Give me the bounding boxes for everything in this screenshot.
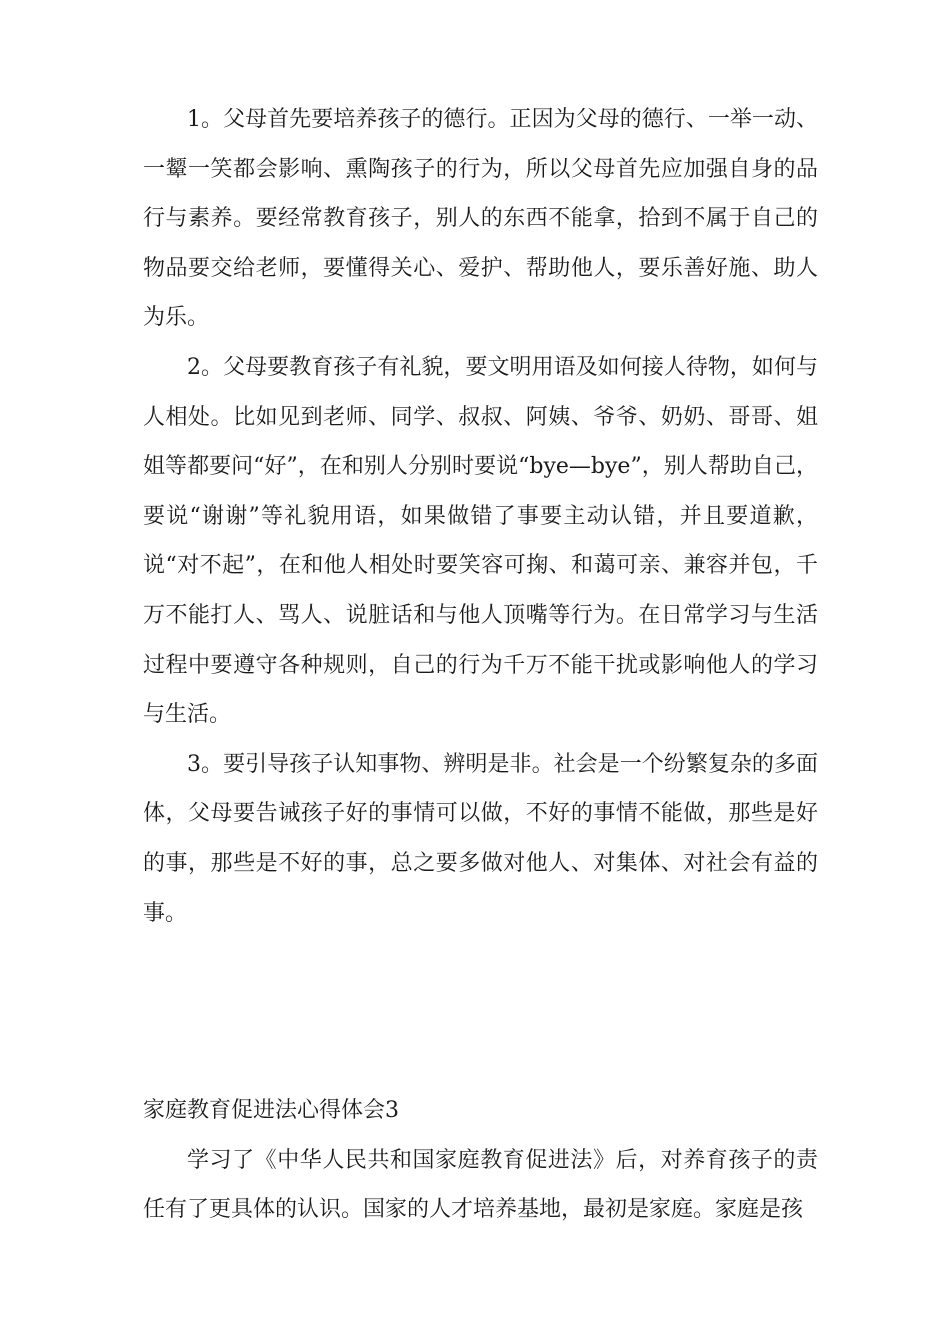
paragraph-1: 1。父母首先要培养孩子的德行。正因为父母的德行、一举一动、一颦一笑都会影响、熏陶孩子的行为，所以父母首先应加强自身的品行与素养。要经常教育孩子，别人的东西不能拿，拾到不属于自己的物品要交给老师，要懂得关心、爱护、帮助他人，要乐善好施、助人为乐。 [143,107,818,331]
section-title: 家庭教育促进法心得体会3 [143,1098,399,1124]
paragraph-3: 3。要引导孩子认知事物、辨明是非。社会是一个纷繁复杂的多面体，父母要告诫孩子好的事情可以做，不好的事情不能做，那些是好的事，那些是不好的事，总之要多做对他人、对集体、对社会有益的事。 [143,751,818,926]
document-body [143,95,818,1235]
paragraph-2: 2。父母要教育孩子有礼貌，要文明用语及如何接人待物，如何与人相处。比如见到老师、同学、叔叔、阿姨、爷爷、奶奶、哥哥、姐姐等都要问“好”，在和别人分别时要说“bye—bye”，别人帮助自己，要说“谢谢”等礼貌用语，如果做错了事要主动认错，并且要道歉，说“对不起”，在和他人相处时要笑容可掬、和蔼可亲、兼容并包，千万不能打人、骂人、说脏话和与他人顶嘴等行为。在日常学习与生活过程中要遵守各种规则，自己的行为千万不能干扰或影响他人的学习与生活。 [143,354,818,728]
section-paragraph-1: 学习了《中华人民共和国家庭教育促进法》后，对养育孩子的责任有了更具体的认识。国家的人才培养基地，最初是家庭。家庭是孩 [143,1147,818,1223]
